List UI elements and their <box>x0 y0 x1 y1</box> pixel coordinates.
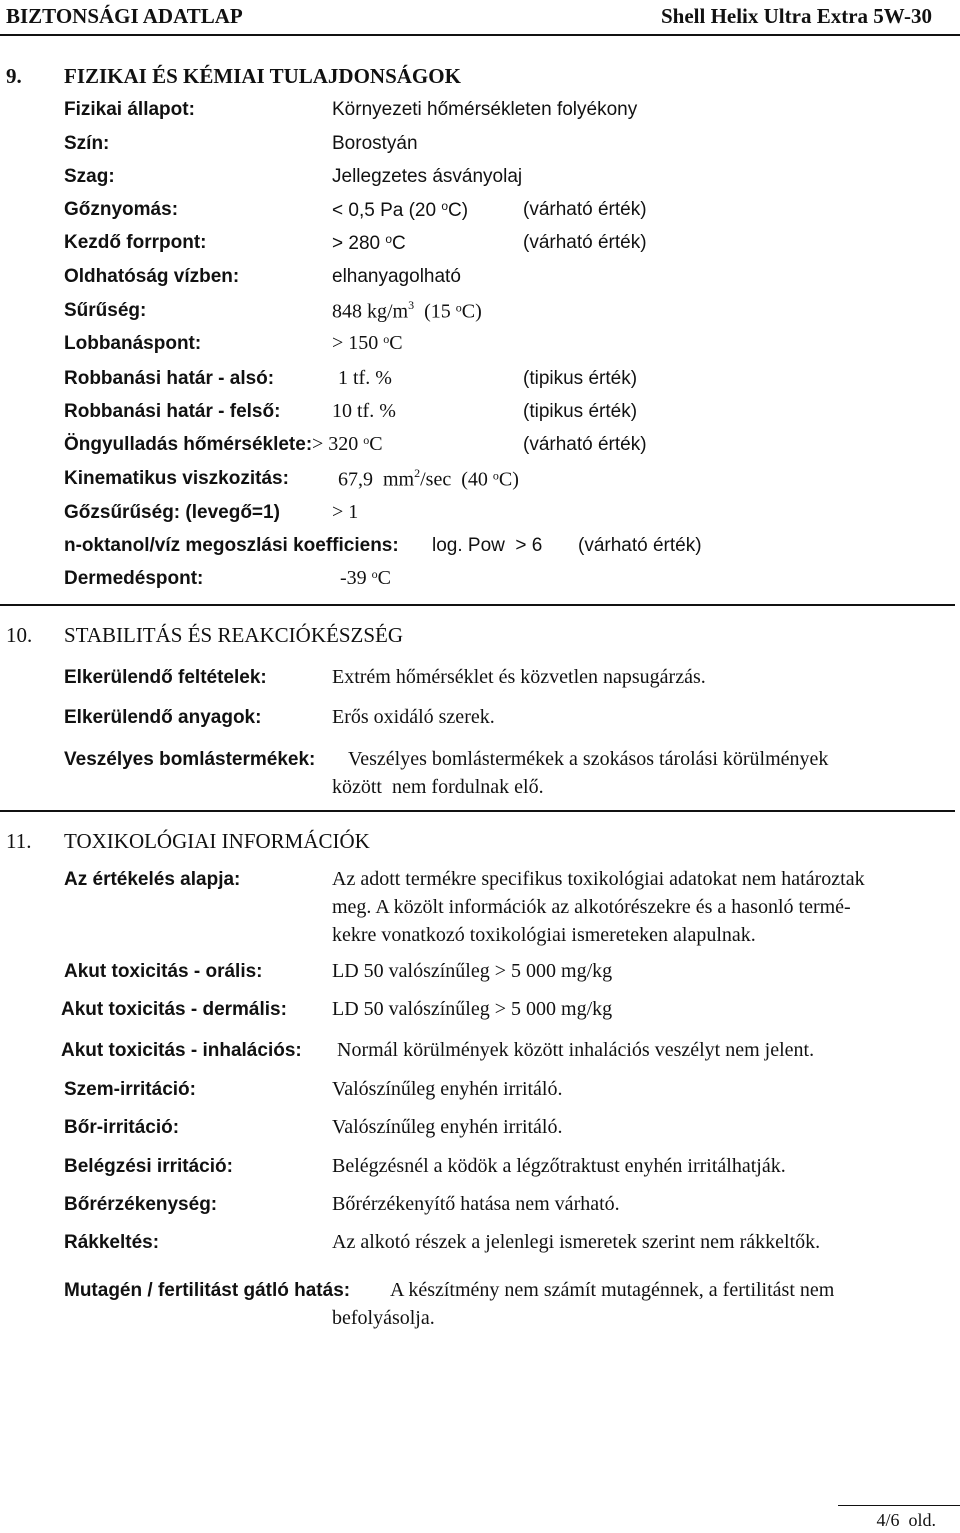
value-oldhatosag: elhanyagolható <box>332 266 461 287</box>
page-number: 4/6 old. <box>876 1510 936 1530</box>
note-robbanasi-felso: (tipikus érték) <box>523 401 638 422</box>
label-akut-inhalacios: Akut toxicitás - inhalációs: <box>61 1040 302 1061</box>
value-robbanasi-also: 1 tf. % <box>338 367 392 389</box>
label-robbanasi-felso: Robbanási határ - felső: <box>64 401 281 422</box>
value-mutagen-line1: A készítmény nem számít mutagénnek, a fertilitást nem <box>390 1279 835 1301</box>
label-kinematikus-viszkozitas: Kinematikus viszkozitás: <box>64 468 289 489</box>
value-kinematikus-viszkozitas: 67,9 $mm^2/\sec$ (40 $^o$C) <box>338 466 519 491</box>
value-borerzekenyseg: Bőrérzékenyítő hatása nem várható. <box>332 1193 620 1215</box>
label-suruseg: Sűrűség: <box>64 300 147 321</box>
footer-rule <box>838 1505 960 1506</box>
label-ertekeles-alapja: Az értékelés alapja: <box>64 869 241 890</box>
header-rule <box>0 34 960 36</box>
value-elkerulendo-anyagok: Erős oxidáló szerek. <box>332 706 495 728</box>
note-goznyomas: (várható érték) <box>523 199 647 220</box>
section-9-rule <box>0 604 955 606</box>
value-n-oktanol: log. Pow > 6 <box>432 535 543 556</box>
value-bomlastermekek-line1: Veszélyes bomlástermékek a szokásos tárolási körülmények <box>348 748 829 770</box>
value-elkerulendo-feltetelek: Extrém hőmérséklet és közvetlen napsugárzás. <box>332 666 706 688</box>
product-name: Shell Helix Ultra Extra 5W-30 <box>660 4 932 28</box>
label-belegzesi-irritacio: Belégzési irritáció: <box>64 1156 233 1177</box>
label-elkerulendo-anyagok: Elkerülendő anyagok: <box>64 707 262 728</box>
label-elkerulendo-feltetelek: Elkerülendő feltételek: <box>64 667 267 688</box>
value-bor-irritacio: Valószínűleg enyhén irritáló. <box>332 1116 563 1138</box>
label-szem-irritacio: Szem-irritáció: <box>64 1079 196 1100</box>
value-kezdo-forrpont: > 280 $^o$C <box>332 232 406 254</box>
value-goznyomas: < 0,5 Pa (20 $^o$C) <box>332 199 469 221</box>
label-bor-irritacio: Bőr-irritáció: <box>64 1117 180 1138</box>
value-belegzesi-irritacio: Belégzésnél a ködök a légzőtraktust enyhén irritálhatják. <box>332 1155 786 1177</box>
label-oldhatosag: Oldhatóság vízben: <box>64 266 240 287</box>
value-suruseg: 848 $kg/m^3$ (15 $^o$C) <box>332 298 482 323</box>
value-dermedespont: -39 $^o$C <box>340 567 392 589</box>
section-11-title: TOXIKOLÓGIAI INFORMÁCIÓK <box>64 829 370 853</box>
label-szin: Szín: <box>64 133 110 154</box>
label-dermedespont: Dermedéspont: <box>64 568 204 589</box>
section-9-number: 9. <box>6 64 22 88</box>
value-gozsuruseg: > 1 <box>332 501 359 523</box>
value-szag: Jellegzetes ásványolaj <box>332 166 523 187</box>
value-akut-oralis: LD 50 valószínűleg > 5 000 mg/kg <box>332 960 613 982</box>
section-10-title: STABILITÁS ÉS REAKCIÓKÉSZSÉG <box>64 623 403 647</box>
label-gozsuruseg: Gőzsűrűség: (levegő=1) <box>64 502 280 523</box>
label-borerzekenyseg: Bőrérzékenység: <box>64 1194 218 1215</box>
value-rakkeltes: Az alkotó részek a jelenlegi ismeretek szerint nem rákkeltők. <box>332 1231 821 1253</box>
label-fizikai-allapot: Fizikai állapot: <box>64 99 195 120</box>
value-robbanasi-felso: 10 tf. % <box>332 400 396 422</box>
label-kezdo-forrpont: Kezdő forrpont: <box>64 232 207 253</box>
value-ertekeles-alapja-line2: meg. A közölt információk az alkotórészekre és a hasonló termé- <box>332 896 851 918</box>
value-akut-inhalacios: Normál körülmények között inhalációs veszélyt nem jelent. <box>337 1039 815 1061</box>
value-mutagen-line2: befolyásolja. <box>332 1307 435 1329</box>
label-ongyulladas: Öngyulladás hőmérséklete: <box>64 434 313 455</box>
value-akut-dermalis: LD 50 valószínűleg > 5 000 mg/kg <box>332 998 613 1020</box>
label-veszelyes-bomlastermekek: Veszélyes bomlástermékek: <box>64 749 316 770</box>
label-robbanasi-also: Robbanási határ - alsó: <box>64 368 275 389</box>
document-title: BIZTONSÁGI ADATLAP <box>6 4 243 28</box>
label-mutagen: Mutagén / fertilitást gátló hatás: <box>64 1280 351 1301</box>
value-fizikai-allapot: Környezeti hőmérsékleten folyékony <box>332 99 638 120</box>
label-szag: Szag: <box>64 166 115 187</box>
label-akut-oralis: Akut toxicitás - orális: <box>64 961 263 982</box>
label-goznyomas: Gőznyomás: <box>64 199 179 220</box>
section-10-number: 10. <box>6 623 33 647</box>
value-szin: Borostyán <box>332 133 418 154</box>
label-n-oktanol: n-oktanol/víz megoszlási koefficiens: <box>64 535 399 556</box>
label-lobbanaspont: Lobbanáspont: <box>64 333 202 354</box>
note-kezdo-forrpont: (várható érték) <box>523 232 647 253</box>
value-ongyulladas: > 320 $^o$C <box>312 433 383 455</box>
note-robbanasi-also: (tipikus érték) <box>523 368 638 389</box>
section-10-rule <box>0 810 955 812</box>
value-ertekeles-alapja-line1: Az adott termékre specifikus toxikológiai adatokat nem határoztak <box>332 868 865 890</box>
section-9-title: FIZIKAI ÉS KÉMIAI TULAJDONSÁGOK <box>64 64 461 88</box>
value-bomlastermekek-line2: között nem fordulnak elő. <box>332 776 544 798</box>
value-szem-irritacio: Valószínűleg enyhén irritáló. <box>332 1078 563 1100</box>
section-11-number: 11. <box>6 829 32 853</box>
label-akut-dermalis: Akut toxicitás - dermális: <box>61 999 287 1020</box>
value-lobbanaspont: > 150 $^o$C <box>332 332 403 354</box>
note-ongyulladas: (várható érték) <box>523 434 647 455</box>
note-n-oktanol: (várható érték) <box>578 535 702 556</box>
label-rakkeltes: Rákkeltés: <box>64 1232 160 1253</box>
value-ertekeles-alapja-line3: kekre vonatkozó toxikológiai ismereteken alapulnak. <box>332 924 756 946</box>
